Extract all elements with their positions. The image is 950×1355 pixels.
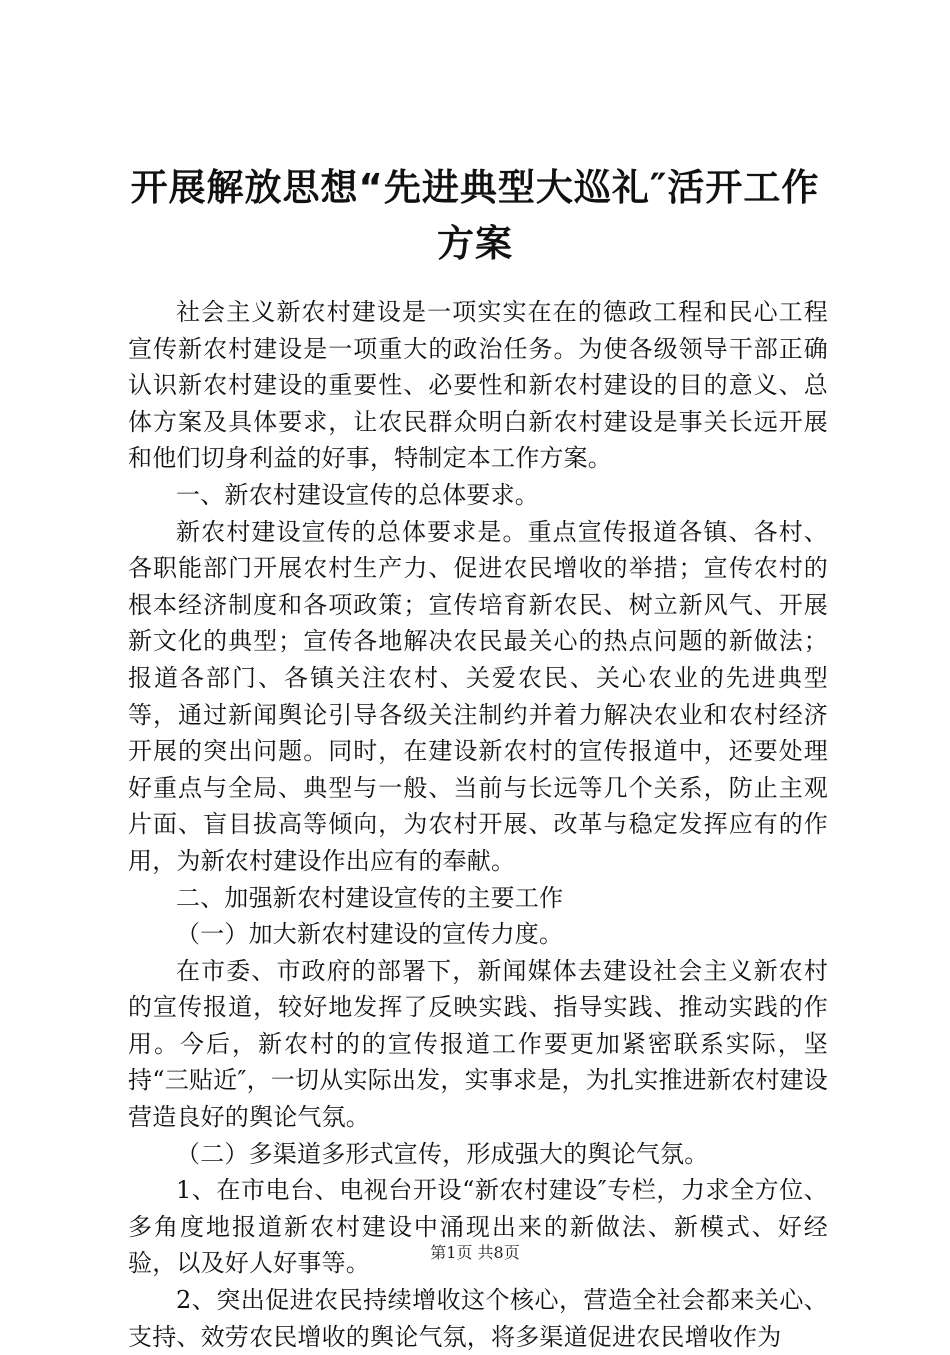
paragraph-item-2: 2、突出促进农民持续增收这个核心，营造全社会都来关心、支持、效劳农民增收的舆论气氛，将多渠道促进农民增收作为 (128, 1286, 828, 1351)
page-number-footer: 第1页 共8页 (430, 1243, 520, 1262)
heading-subsection-2: （二）多渠道多形式宣传，形成强大的舆论气氛。 (176, 1139, 709, 1168)
heading-section-1: 一、新农村建设宣传的总体要求。 (176, 480, 539, 509)
paragraph-subsection-1: 在市委、市政府的部署下，新闻媒体去建设社会主义新农村的宣传报道，较好地发挥了反映实践、指导实践、推动实践的作用。今后，新农村的的宣传报道工作要更加紧密联系实际，坚持“三贴近″，一切从实际出发，实事求是，为扎实推进新农村建设营造良好的舆论气氛。 (128, 956, 828, 1132)
paragraph-intro: 社会主义新农村建设是一项实实在在的德政工程和民心工程宣传新农村建设是一项重大的政治任务。为使各级领导干部正确认识新农村建设的重要性、必要性和新农村建设的目的意义、总体方案及具体要求，让农民群众明白新农村建设是事关长远开展和他们切身利益的好事，特制定本工作方案。 (128, 298, 828, 473)
paragraph-section-1: 新农村建设宣传的总体要求是。重点宣传报道各镇、各村、各职能部门开展农村生产力、促进农民增收的举措；宣传农村的根本经济制度和各项政策；宣传培育新农民、树立新风气、开展新文化的典型；宣传各地解决农民最关心的热点问题的新做法；报道各部门、各镇关注农村、关爱农民、关心农业的先进典型等，通过新闻舆论引导各级关注制约并着力解决农业和农村经济开展的突出问题。同时，在建设新农村的宣传报道中，还要处理好重点与全局、典型与一般、当前与长远等几个关系，防止主观片面、盲目拔高等倾向，为农村开展、改革与稳定发挥应有的作用，为新农村建设作出应有的奉献。 (128, 517, 828, 875)
document-title: 开展解放思想“先进典型大巡礼″活开工作方案 (130, 166, 820, 265)
heading-section-2: 二、加强新农村建设宣传的主要工作 (176, 883, 564, 912)
paragraph-item-1: 1、在市电台、电视台开设“新农村建设″专栏，力求全方位、多角度地报道新农村建设中涌现出来的新做法、新模式、好经验，以及好人好事等。 (128, 1176, 828, 1278)
document-body (128, 294, 828, 1355)
heading-subsection-1: （一）加大新农村建设的宣传力度。 (176, 920, 564, 949)
